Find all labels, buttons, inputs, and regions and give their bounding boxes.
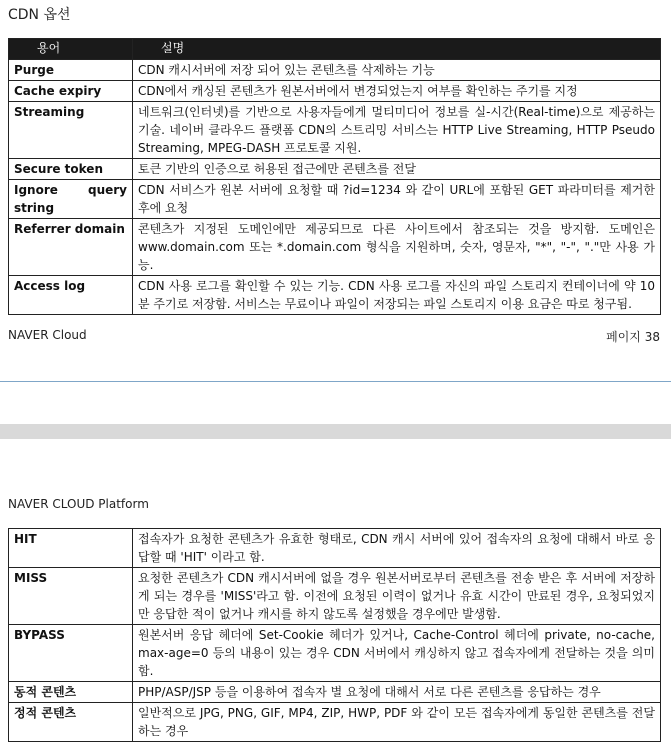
page-gap — [0, 424, 671, 439]
desc-static-content: 일반적으로 JPG, PNG, GIF, MP4, ZIP, HWP, PDF 와 같이 모든 접속자에게 동일한 콘텐츠를 전달하는 경우 — [133, 703, 661, 742]
table-header-row — [9, 39, 661, 60]
desc-cache-expiry: CDN에서 캐싱된 콘텐츠가 원본서버에서 변경되었는지 여부를 확인하는 주기를 지정 — [133, 81, 661, 102]
table-row — [9, 703, 661, 742]
term-miss: MISS — [9, 568, 133, 625]
term-ignore-query-string: Ignore query string — [9, 180, 133, 219]
table-row — [9, 568, 661, 625]
term-streaming: Streaming — [9, 102, 133, 159]
desc-ignore-query-string: CDN 서비스가 원본 서버에 요청할 때 ?id=1234 와 같이 URL에 포함된 GET 파라미터를 제거한 후에 요청 — [133, 180, 661, 219]
term-access-log: Access log — [9, 276, 133, 315]
cache-status-table — [8, 528, 661, 742]
desc-hit: 접속자가 요청한 콘텐츠가 유효한 형태로, CDN 캐시 서버에 있어 접속자의 요청에 대해서 바로 응답할 때 'HIT' 이라고 함. — [133, 529, 661, 568]
table-row — [9, 682, 661, 703]
table-row — [9, 180, 661, 219]
table-row — [9, 159, 661, 180]
desc-secure-token: 토큰 기반의 인증으로 허용된 접근에만 콘텐츠를 전달 — [133, 159, 661, 180]
term-dynamic-content: 동적 콘텐츠 — [9, 682, 133, 703]
table-row — [9, 625, 661, 682]
table-row — [9, 276, 661, 315]
table-row — [9, 219, 661, 276]
desc-referrer-domain: 콘텐츠가 지정된 도메인에만 제공되므로 다른 사이트에서 참조되는 것을 방지함. 도메인은 www.domain.com 또는 *.domain.com 형식을 지원하며, 숫자, 영문자, "*", "-", "."만 사용 가능. — [133, 219, 661, 276]
page-header: NAVER CLOUD Platform — [8, 497, 149, 511]
page-number: 페이지 38 — [606, 330, 660, 344]
term-static-content: 정적 콘텐츠 — [9, 703, 133, 742]
desc-streaming: 네트워크(인터넷)를 기반으로 사용자들에게 멀티미디어 정보를 실-시간(Real-time)으로 제공하는 기술. 네이버 클라우드 플랫폼 CDN의 스트리밍 서비스는 HTTP Live Streaming, HTTP Pseudo Streaming, MPEG-DASH 프로토콜 지원. — [133, 102, 661, 159]
header-description: 설명 — [133, 39, 661, 60]
table-row — [9, 81, 661, 102]
table-row — [9, 102, 661, 159]
table-row — [9, 529, 661, 568]
term-secure-token: Secure token — [9, 159, 133, 180]
desc-miss: 요청한 콘텐츠가 CDN 캐시서버에 없을 경우 원본서버로부터 콘텐츠를 전송 받은 후 서버에 저장하게 되는 경우를 'MISS'라고 함. 이전에 요청된 이력이 없거나 유효 시간이 만료된 경우, 요청되었지만 응답한 적이 없거나 캐시를 하지 않도록 설정했을 경우에만 발생함. — [133, 568, 661, 625]
desc-purge: CDN 캐시서버에 저장 되어 있는 콘텐츠를 삭제하는 기능 — [133, 60, 661, 81]
header-term: 용어 — [9, 39, 133, 60]
term-hit: HIT — [9, 529, 133, 568]
term-cache-expiry: Cache expiry — [9, 81, 133, 102]
table-row — [9, 60, 661, 81]
desc-dynamic-content: PHP/ASP/JSP 등을 이용하여 접속자 별 요청에 대해서 서로 다른 콘텐츠를 응답하는 경우 — [133, 682, 661, 703]
cdn-options-table — [8, 38, 661, 315]
section-title: CDN 옵션 — [8, 7, 71, 23]
desc-access-log: CDN 사용 로그를 확인할 수 있는 기능. CDN 사용 로그를 자신의 파일 스토리지 컨테이너에 약 10분 주기로 저장함. 서비스는 무료이나 파일이 저장되는 파일 스토리지 이용 요금은 따로 청구됨. — [133, 276, 661, 315]
term-referrer-domain: Referrer domain — [9, 219, 133, 276]
term-bypass: BYPASS — [9, 625, 133, 682]
page-divider — [0, 381, 671, 382]
term-purge: Purge — [9, 60, 133, 81]
footer-brand: NAVER Cloud — [8, 328, 87, 342]
desc-bypass: 원본서버 응답 헤더에 Set-Cookie 헤더가 있거나, Cache-Control 헤더에 private, no-cache, max-age=0 등의 내용이 있는 경우 CDN 서버에서 캐싱하지 않고 접속자에게 전달하는 것을 의미함. — [133, 625, 661, 682]
document-page-39 — [0, 439, 671, 752]
